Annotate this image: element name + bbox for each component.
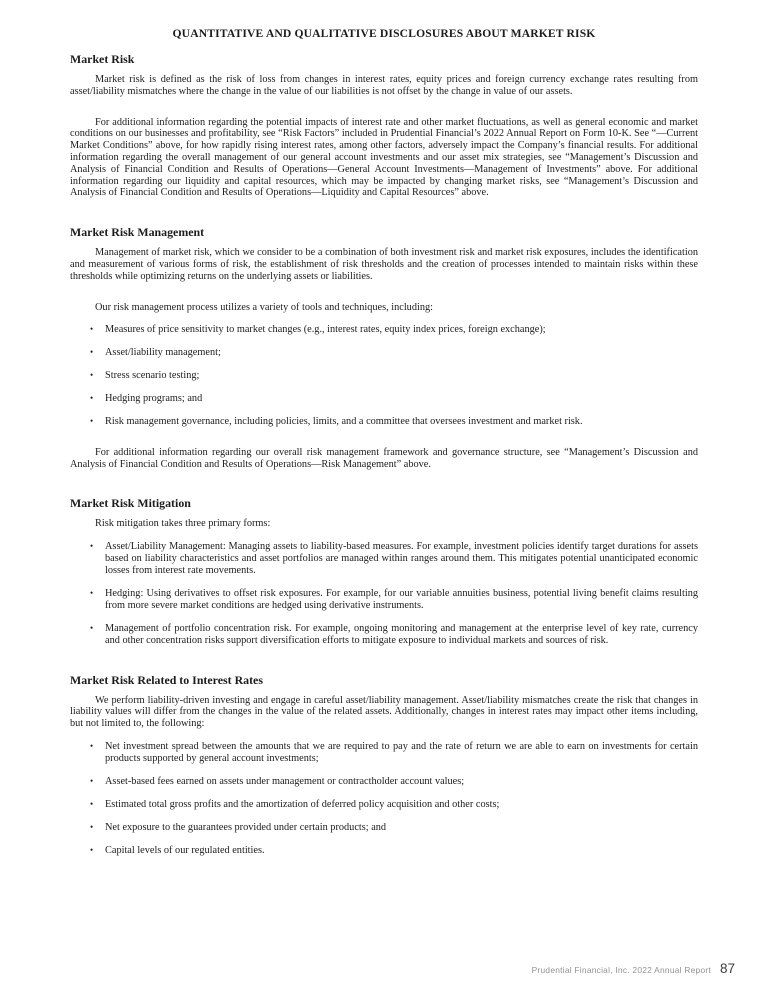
- bullet-icon: •: [90, 821, 94, 832]
- paragraph: Our risk management process utilizes a variety of tools and techniques, including:: [95, 301, 433, 313]
- bullet-icon: •: [90, 541, 94, 552]
- bullet-icon: •: [90, 844, 94, 855]
- bullet-item: [88, 776, 698, 788]
- footer-report-label: Prudential Financial, Inc. 2022 Annual Report: [531, 965, 711, 975]
- bullet-icon: •: [90, 798, 94, 809]
- bullet-icon: •: [90, 622, 94, 633]
- page-footer: [532, 961, 735, 976]
- bullet-list: [70, 324, 698, 428]
- bullet-item: [88, 416, 698, 428]
- bullet-item: [88, 324, 698, 336]
- section-heading: Market Risk Management: [70, 225, 205, 240]
- page-title: QUANTITATIVE AND QUALITATIVE DISCLOSURES ABOUT MARKET RISK: [172, 27, 596, 40]
- bullet-item: [88, 845, 698, 857]
- bullet-icon: •: [90, 324, 94, 335]
- bullet-list: [70, 741, 698, 856]
- bullet-icon: •: [90, 775, 94, 786]
- footer-page-number: 87: [719, 961, 735, 976]
- section-heading: Market Risk: [70, 52, 135, 66]
- bullet-icon: •: [90, 415, 94, 426]
- bullet-text: Hedging programs; and: [105, 393, 203, 405]
- bullet-text: Net investment spread between the amounts that we are required to pay and the rate of return we are able to earn on investments for certain products supported by general account investments;: [105, 741, 698, 764]
- bullet-item: [88, 799, 698, 811]
- bullet-item: [88, 741, 698, 765]
- paragraph: Risk mitigation takes three primary forms:: [95, 518, 271, 530]
- bullet-text: Risk management governance, including policies, limits, and a committee that oversees investment and market risk.: [105, 415, 583, 427]
- bullet-text: Hedging: Using derivatives to offset risk exposures. For example, for our variable annuities business, potential living benefit claims resulting from more severe market conditions are hedged using derivative instruments.: [105, 588, 698, 611]
- bullet-icon: •: [90, 741, 94, 752]
- bullet-icon: •: [90, 347, 94, 358]
- document-content: [70, 27, 698, 856]
- bullet-text: Measures of price sensitivity to market changes (e.g., interest rates, equity index prices, foreign exchange);: [105, 324, 546, 336]
- bullet-icon: •: [90, 588, 94, 598]
- paragraph: Management of market risk, which we consider to be a combination of both investment risk and market risk exposures, includes the identification and measurement of various forms of risk, the establishment of risk thresholds and the creation of processes intended to maintain risks within these thresholds while optimizing returns on the underlying assets or liabilities.: [70, 247, 698, 282]
- bullet-text: Capital levels of our regulated entities.: [105, 844, 265, 856]
- paragraph: For additional information regarding the potential impacts of interest rate and other market fluctuations, as well as general economic and market conditions on our businesses and profitability, see “Risk Factors” included in Prudential Financial’s 2022 Annual Report on Form 10-K. See “—Current Market Conditions” above, for how rapidly rising interest rates, among other factors, adversely impact the Company’s financial results. For additional information regarding the overall management of our general account investments and our asset mix strategies, see “Management’s Discussion and Analysis of Financial Condition and Results of Operations—General Account Investments—Management of Investments” above. For additional information regarding our liquidity and capital resources, which may be impacted by changing market risks, see “Management’s Discussion and Analysis of Financial Condition and Results of Operations—Liquidity and Capital Resources” above.: [70, 116, 698, 199]
- bullet-text: Asset/liability management;: [105, 347, 221, 359]
- section-market-risk-interest-rates: [70, 674, 698, 857]
- section-heading: Market Risk Mitigation: [70, 496, 191, 511]
- section-market-risk-management: [70, 226, 698, 470]
- bullet-text: Asset-based fees earned on assets under management or contractholder account values;: [105, 775, 465, 787]
- section-market-risk: [70, 53, 698, 199]
- bullet-item: [88, 393, 698, 405]
- bullet-icon: •: [90, 393, 94, 404]
- section-market-risk-mitigation: [70, 497, 698, 646]
- bullet-item: [88, 347, 698, 359]
- bullet-item: [88, 541, 698, 577]
- paragraph: Market risk is defined as the risk of loss from changes in interest rates, equity prices and foreign currency exchange rates resulting from asset/liability mismatches where the change in the value of our liabilities is not offset by the change in value of our assets.: [70, 74, 698, 97]
- paragraph: For additional information regarding our overall risk management framework and governance structure, see “Management’s Discussion and Analysis of Financial Condition and Results of Operations—Risk Management” above.: [70, 446, 698, 470]
- bullet-text: Estimated total gross profits and the amortization of deferred policy acquisition and other costs;: [105, 798, 500, 810]
- bullet-item: [88, 588, 698, 612]
- bullet-list: [70, 541, 698, 646]
- bullet-text: Management of portfolio concentration risk. For example, ongoing monitoring and management at the enterprise level of key rate, currency and other concentration risks support diversification efforts to mitigate exposure to individual markets and sources of risk.: [105, 622, 698, 646]
- bullet-item: [88, 822, 698, 834]
- section-heading: Market Risk Related to Interest Rates: [70, 672, 263, 687]
- bullet-item: [88, 370, 698, 382]
- paragraph: We perform liability-driven investing and engage in careful asset/liability management. Asset/liability mismatches create the risk that changes in liability values will differ from the changes in the value of the related assets. Additionally, changes in interest rates may impact other items including, but not limited to, the following:: [70, 694, 698, 730]
- bullet-icon: •: [90, 370, 94, 381]
- bullet-item: [88, 623, 698, 647]
- bullet-text: Net exposure to the guarantees provided under certain products; and: [105, 821, 387, 833]
- bullet-text: Stress scenario testing;: [105, 370, 200, 382]
- bullet-text: Asset/Liability Management: Managing assets to liability-based measures. For example, investment policies identify target durations for assets based on liability characteristics and asset portfolios are managed within ranges around them. This mitigates potential unanticipated economic losses from interest rate movements.: [105, 541, 698, 577]
